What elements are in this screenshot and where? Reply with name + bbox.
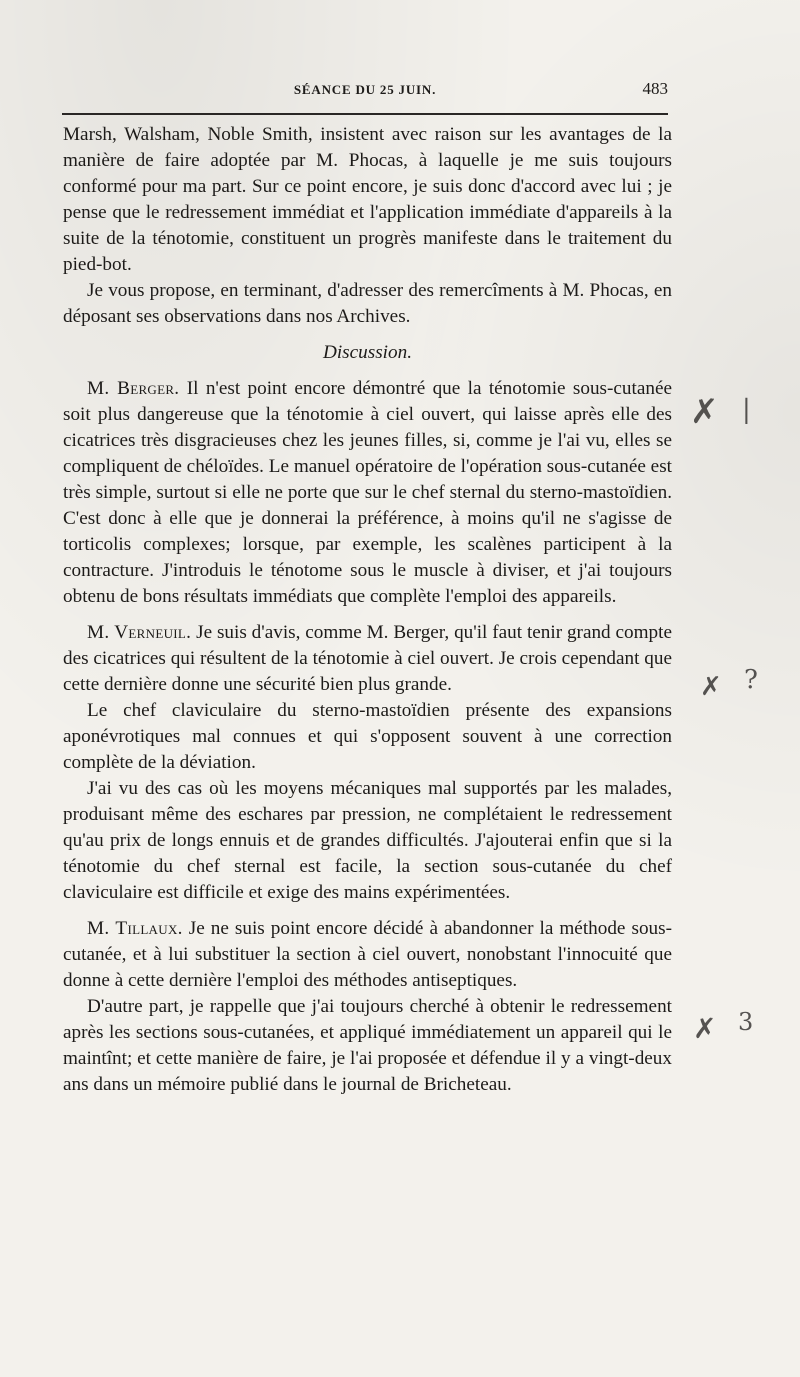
running-header: [62, 78, 668, 102]
speaker-paragraph: [63, 916, 672, 994]
margin-mark-1: ✗: [690, 392, 719, 432]
running-title: SÉANCE DU 25 JUIN.: [293, 82, 437, 97]
paragraph: Je vous propose, en terminant, d'adresser des remercîments à M. Phocas, en déposant ses observations dans nos Archives.: [63, 280, 672, 327]
paragraph: J'ai vu des cas où les moyens mécaniques mal supportés par les malades, produisant même des eschares par pression, ne complétaient le redressement qu'au prix de longs ennuis et de grandes difficultés. J'ajouterai enfin que si la ténotomie du chef sternal est facile, la section sous-cutanée du chef claviculaire est difficile et exige des mains expérimentées.: [63, 778, 672, 903]
paragraph: Le chef claviculaire du sterno-mastoïdien présente des expansions aponévrotiques mal connues et qui s'opposent souvent à une correction complète de la déviation.: [63, 700, 672, 773]
margin-mark-6: 3: [738, 1008, 754, 1036]
speaker-name: M. Verneuil.: [87, 622, 192, 643]
speaker-name: M. Berger.: [87, 378, 180, 399]
margin-mark-2: |: [742, 395, 751, 425]
article-body: [63, 122, 672, 1098]
speaker-name: M. Tillaux.: [87, 918, 183, 939]
margin-mark-3: ✗: [700, 672, 722, 702]
page-number: 483: [642, 79, 668, 98]
header-rule: [62, 113, 668, 115]
paragraph-text: Je suis d'avis, comme M. Berger, qu'il faut tenir grand compte des cicatrices qui résultent de la ténotomie à ciel ouvert. Je crois cependant que cette dernière donne une sécurité bien plus grande.: [63, 622, 672, 695]
paragraph-text: Je ne suis point encore décidé à abandonner la méthode sous-cutanée, et à lui substituer la section à ciel ouvert, nonobstant l'innocuité que donne à cette dernière l'emploi des méthodes antiseptiques.: [63, 918, 672, 991]
paragraph: D'autre part, je rappelle que j'ai toujours cherché à obtenir le redressement après les sections sous-cutanées, et appliqué immédiatement un appareil qui le maintînt; et cette manière de faire, je l'ai proposée et défendue il y a vingt-deux ans dans un mémoire publié dans le journal de Bricheteau.: [63, 996, 672, 1095]
speaker-paragraph: [63, 620, 672, 698]
margin-mark-5: ✗: [693, 1012, 717, 1045]
section-heading: Discussion.: [322, 342, 412, 363]
paragraph: Marsh, Walsham, Noble Smith, insistent avec raison sur les avantages de la manière de faire adoptée par M. Phocas, à laquelle je me suis toujours conformé pour ma part. Sur ce point encore, je suis donc d'accord avec lui ; je pense que le redressement immédiat et l'application immédiate d'appareils à la suite de la ténotomie, constituent un progrès manifeste dans le traitement du pied-bot.: [63, 124, 672, 275]
speaker-paragraph: [63, 376, 672, 610]
paragraph-text: Il n'est point encore démontré que la ténotomie sous-cutanée soit plus dangereuse que la ténotomie à ciel ouvert, qui laisse après elle des cicatrices très disgracieuses chez les jeunes filles, si, comme je l'ai vu, elles se compliquent de chéloïdes. Le manuel opératoire de l'opération sous-cutanée est très simple, surtout si elle ne porte que sur le chef sternal du sterno-mastoïdien. C'est donc à elle que je donnerai la préférence, à moins qu'il ne s'agisse de torticolis complexes; lorsque, par exemple, les scalènes participent à la contracture. J'introduis le ténotome sous le muscle à diviser, et j'ai toujours obtenu de bons résultats immédiats que complète l'emploi des appareils.: [63, 378, 672, 607]
margin-mark-4: ?: [744, 665, 758, 695]
